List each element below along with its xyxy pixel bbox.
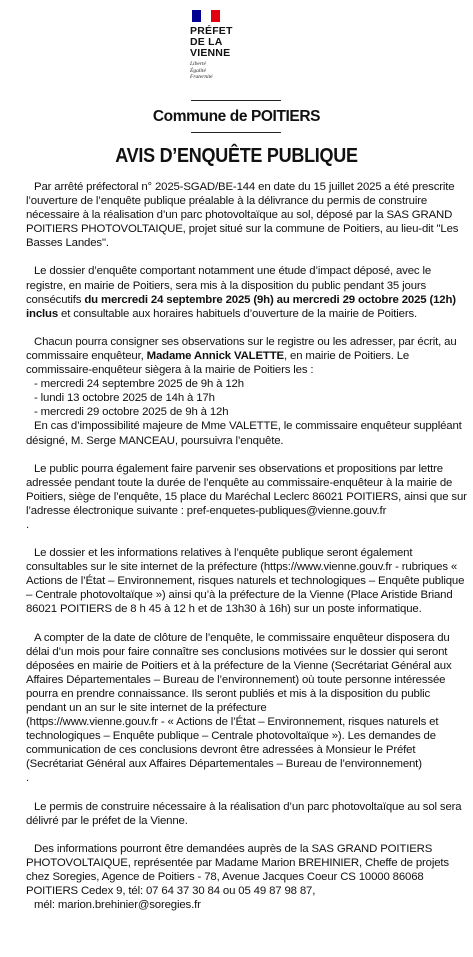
motto-fraternite: Fraternité (190, 74, 213, 80)
contact-text: Des informations pourront être demandées auprès de la SAS GRAND POITIERS PHOTOVOLTAIQUE, représentée par Madame Marion BREHINIER, Cheffe de projets chez Soregies, Agence de Poitiers - 78, Avenue Jacques Coeur CS 10000 86068 POITIERS Cedex 9, tél: 07 64 37 30 84 ou 05 49 87 98 87, (26, 842, 449, 898)
paragraph-internet: Le dossier et les informations relatives à l’enquête publique seront également consultables sur le site internet de la préfecture (https://www.vienne.gouv.fr - rubriques « Actions de l’État – Environnement, risques naturels et technologiques – Enquête publique – Centrale photovoltaïque ») ainsi qu’à la préfecture de la Vienne (Place Aristide Briand 86021 POITIERS de 8 h 45 à 12 h et de 13h30 à 16h) sur un poste informatique. (26, 547, 465, 616)
paragraph-arrete: Par arrêté préfectoral n° 2025-SGAD/BE-144 en date du 15 juillet 2025 a été prescrite l’ouverture de l’enquête publique préalable à la délivrance du permis de construire nécessaire à la réalisation d’un parc photovoltaïque au sol, déposé par la SAS GRAND POITIERS PHOTOVOLTAIQUE, projet situé sur la commune de Poitiers, au lieu-dit "Les Basses Landes". (26, 181, 459, 250)
logo-vienne: DE LA VIENNE (190, 36, 231, 59)
dossier-dates: du mercredi 24 septembre 2025 (9h) au mercredi 29 octobre 2025 (12h) inclus (26, 293, 456, 320)
paragraph-courrier (26, 462, 470, 532)
commune-heading: Commune de POITIERS (152, 108, 321, 125)
marianne-flag-icon (192, 10, 220, 22)
logo-motto (190, 61, 260, 81)
motto-egalite: Égalité (190, 67, 206, 74)
conclusions-text-a: A compter de la date de clôture de l’enquête, le commissaire enquêteur disposera du délai d’un mois pour faire connaître ses conclusions motivées sur le dossier qui seront déposées en mairie de Poitiers et à la préfecture de la Vienne (Secrétariat Général aux Affaires Départementales – Bureau de l’environnement) où toute personne intéressée pourra en prendre connaissance. Ils seront publiés et mis à la disposition du public pendant un an sur le site internet de la préfecture (26, 631, 452, 714)
paragraph-permis: Le permis de construire nécessaire à la réalisation d’un parc photovoltaïque au sol sera délivré par le préfet de la Vienne. (26, 800, 462, 827)
notice-body (26, 180, 470, 926)
courrier-text: Le public pourra également faire parvenir ses observations et propositions par lettre adressée pendant toute la durée de l’enquête au commissaire-enquêteur à la mairie de Poitiers, siège de l’enquête, 15 place du Maréchal Leclerc 86021 POITIERS, ainsi que sur l’adresse électronique suivante : pref-enquetes-publiques@vienne.gouv.fr (26, 462, 467, 517)
contact-email: mél: marion.brehinier@soregies.fr (34, 899, 201, 912)
permanence-3: - mercredi 29 octobre 2025 de 9h à 12h (34, 406, 229, 419)
commissaire-name: Madame Annick VALETTE (146, 349, 284, 362)
top-divider (191, 100, 281, 101)
logo-prefet: PRÉFET (190, 25, 233, 37)
paragraph-dossier (26, 264, 470, 320)
motto-liberte: Liberté (190, 61, 206, 67)
dossier-text-a: Le dossier d’enquête comportant notamment une étude d’impact déposé, avec le registre, en mairie de Poitiers, sera mis à la disposition du public pendant 35 jours consécutifs (26, 265, 432, 306)
paragraph-observations (26, 335, 470, 448)
permanence-2: - lundi 13 octobre 2025 de 14h à 17h (34, 392, 215, 405)
conclusions-text-b: (https://www.vienne.gouv.fr - « Actions de l’État – Environnement, risques naturels et technologiques – Enquête publique – Centrale photovoltaïque »). Les demandes de communication de ces conclusions devront être adressées à Monsieur le Préfet (Secrétariat Général aux Affaires Départementales – Bureau de l’environnement) (26, 716, 439, 771)
paragraph-conclusions (26, 631, 470, 786)
suppleant-text: En cas d’impossibilité majeure de Mme VALETTE, le commissaire enquêteur suppléant désigné, M. Serge MANCEAU, poursuivra l’enquête. (26, 420, 462, 447)
courrier-dot: . (26, 518, 30, 531)
dossier-text-c: et consultable aux horaires habituels d’ouverture de la mairie de Poitiers. (58, 307, 418, 320)
observations-text-a: Chacun pourra consigner ses observations sur le registre ou les adresser, par écrit, au commissaire enquêteur, (26, 335, 457, 362)
flag-white (201, 10, 210, 22)
paragraph-contact (26, 842, 470, 912)
flag-blue (192, 10, 201, 22)
conclusions-dot: . (26, 772, 30, 785)
observations-text-c: , en mairie de Poitiers. Le commissaire-enquêteur siègera à la mairie de Poitiers les : (26, 349, 410, 377)
flag-red (211, 10, 220, 22)
middle-divider (191, 132, 281, 133)
page-title: AVIS D’ENQUÊTE PUBLIQUE (115, 145, 358, 167)
permanence-1: - mercredi 24 septembre 2025 de 9h à 12h (34, 378, 244, 391)
prefet-logo (190, 10, 260, 80)
